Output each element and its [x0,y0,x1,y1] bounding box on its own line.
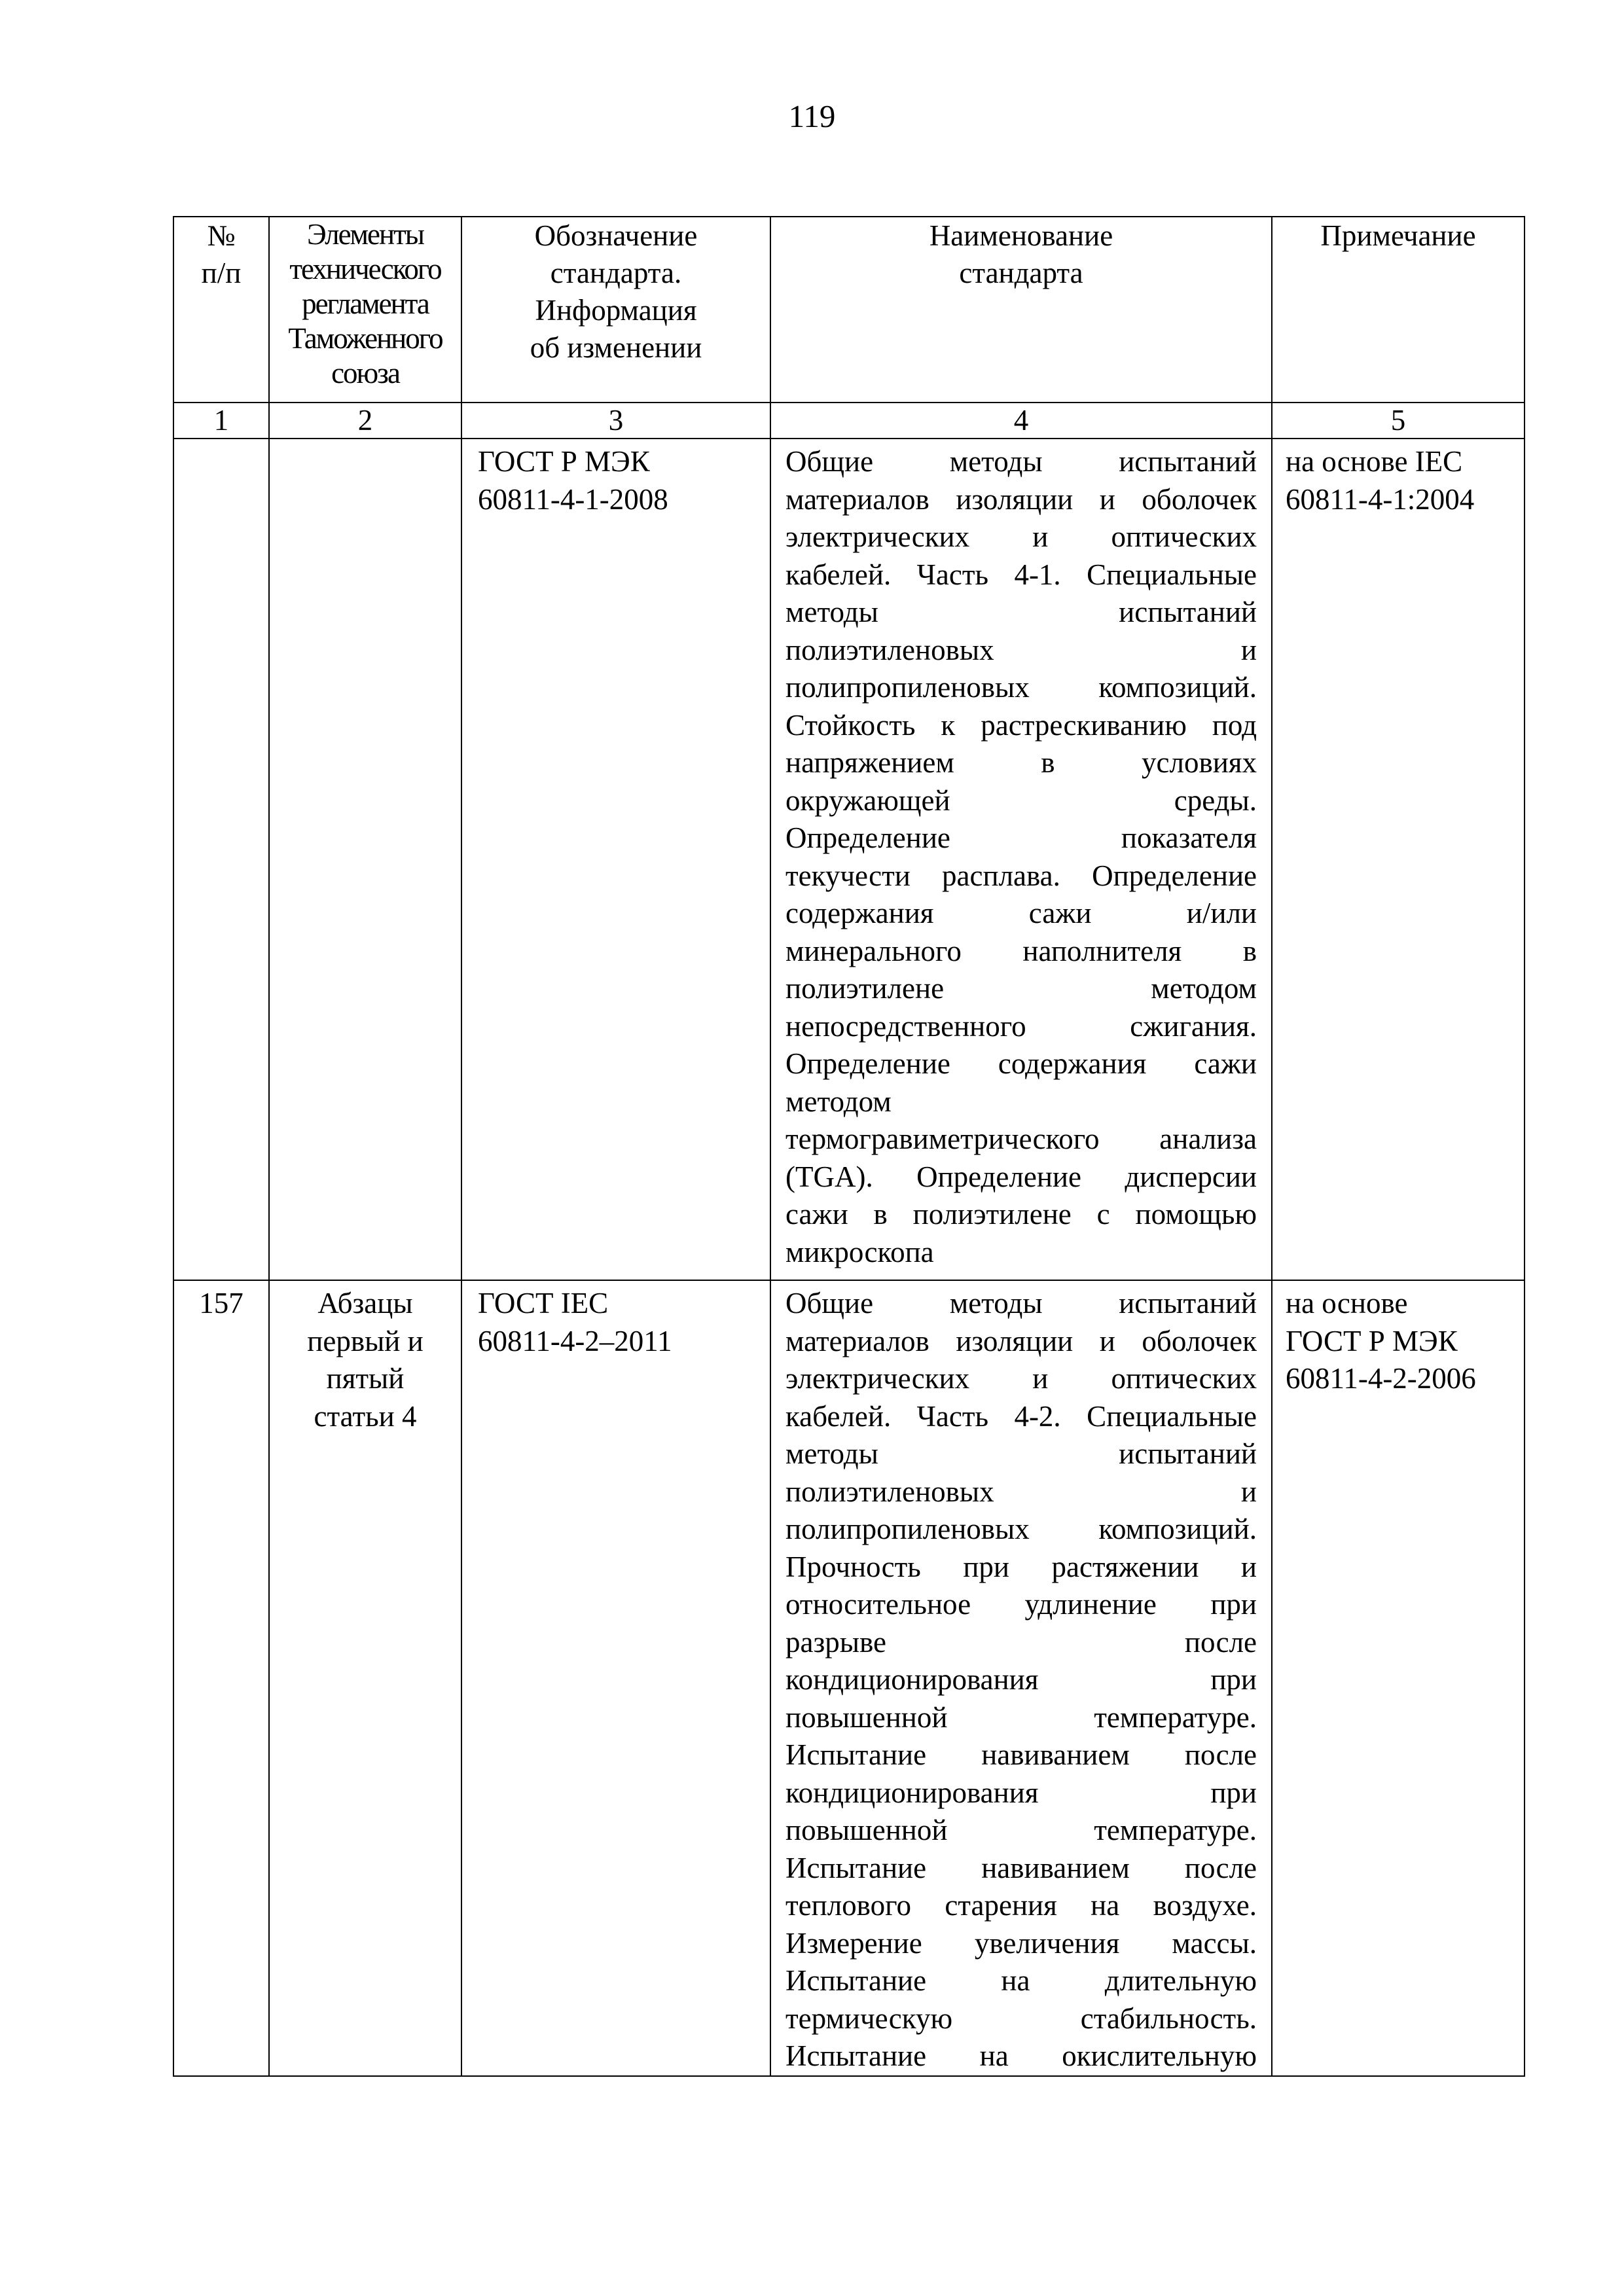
page-number: 119 [788,98,836,134]
name-line: Общие методы испытаний [785,1287,1257,1319]
cell-line: статьи 4 [314,1399,417,1433]
row-element [269,439,461,1280]
name-line: кабелей. Часть 4-2. Специальные [785,1399,1257,1433]
column-number-row [173,403,1525,439]
cell-line: на основе IEC [1286,445,1463,478]
column-number: 1 [173,403,269,439]
name-line: Определение содержания сажи [785,1047,1257,1080]
name-line: материалов изоляции и оболочек [785,482,1257,516]
name-line: методом [785,1085,892,1118]
name-line: полиэтиленовых и [785,1475,1257,1508]
name-line: Измерение увеличения массы. [785,1926,1257,1960]
name-line: термогравиметрического анализа [785,1122,1257,1155]
name-line: сажи в полиэтилене с помощью [785,1198,1257,1230]
name-line: полиэтиленовых и [785,633,1257,666]
cell-line: ГОСТ Р МЭК [478,445,650,478]
name-line: полиэтилене методом [785,972,1257,1005]
name-line: методы испытаний [785,1437,1257,1470]
name-line: повышенной температуре. [785,1814,1257,1846]
name-line: текучести расплава. Определение [785,859,1257,892]
cell-line: пятый [326,1362,405,1395]
table-header-row [173,217,1525,403]
cell-line: первый и [307,1324,424,1357]
name-line: минерального наполнителя в [785,934,1257,967]
name-line: электрических и оптических [785,520,1257,553]
name-line: окружающей среды. [785,783,1257,817]
name-line: Стойкость к растрескиванию под [785,708,1257,742]
name-line: напряжением в условиях [785,746,1257,779]
cell-line: на основе [1286,1287,1408,1319]
name-line: Испытание навиванием после [785,1851,1257,1884]
cell-line: 60811-4-2-2006 [1286,1362,1476,1395]
table-row [173,1280,1525,2076]
name-line: Испытание на окислительную [785,2039,1257,2072]
row-element [269,1280,461,2076]
name-line: повышенной температуре. [785,1700,1257,1734]
name-line: электрических и оптических [785,1362,1257,1395]
name-line: содержания сажи и/или [785,897,1257,929]
name-line: Определение показателя [785,821,1257,854]
column-number: 3 [461,403,770,439]
name-line: (TGA). Определение дисперсии [785,1160,1257,1193]
column-number: 2 [269,403,461,439]
header-name: Наименование стандарта [770,217,1272,403]
name-line: относительное удлинение при [785,1588,1257,1621]
name-line: разрыве после [785,1625,1257,1659]
header-num: № п/п [173,217,269,403]
name-line: материалов изоляции и оболочек [785,1324,1257,1357]
name-line: Испытание на длительную [785,1964,1257,1997]
name-line: полипропиленовых композиций. [785,671,1257,704]
cell-line: Абзацы [317,1287,413,1319]
column-number: 5 [1272,403,1525,439]
name-line: кондиционирования при [785,1776,1257,1809]
name-line: Прочность при растяжении и [785,1550,1257,1583]
name-line: кондиционирования при [785,1663,1257,1696]
cell-line: 60811-4-2–2011 [478,1324,672,1357]
table-row [173,439,1525,1280]
header-note: Примечание [1272,217,1525,403]
row-note [1272,439,1525,1280]
name-line: методы испытаний [785,596,1257,628]
name-line: полипропиленовых композиций. [785,1513,1257,1545]
name-line: Испытание навиванием после [785,1738,1257,1771]
row-number [173,439,269,1280]
cell-line: ГОСТ IEC [478,1287,609,1319]
row-note [1272,1280,1525,2076]
row-number: 157 [173,1280,269,2076]
standards-table [173,216,1525,2077]
column-number: 4 [770,403,1272,439]
row-name [770,1280,1272,2076]
name-line: микроскопа [785,1235,934,1268]
name-line: теплового старения на воздухе. [785,1889,1257,1922]
name-line: термическую стабильность. [785,2001,1257,2035]
cell-line: ГОСТ Р МЭК [1286,1324,1458,1357]
header-element: Элементы технического регламента Таможенного союза [269,217,461,403]
header-designation: Обозначение стандарта. Информация об изменении [461,217,770,403]
name-line: Общие методы испытаний [785,445,1257,478]
row-designation [461,439,770,1280]
cell-line: 60811-4-1:2004 [1286,482,1475,516]
name-line: непосредственного сжигания. [785,1009,1257,1043]
row-designation [461,1280,770,2076]
row-name [770,439,1272,1280]
name-line: кабелей. Часть 4-1. Специальные [785,558,1257,591]
cell-line: 60811-4-1-2008 [478,482,668,516]
